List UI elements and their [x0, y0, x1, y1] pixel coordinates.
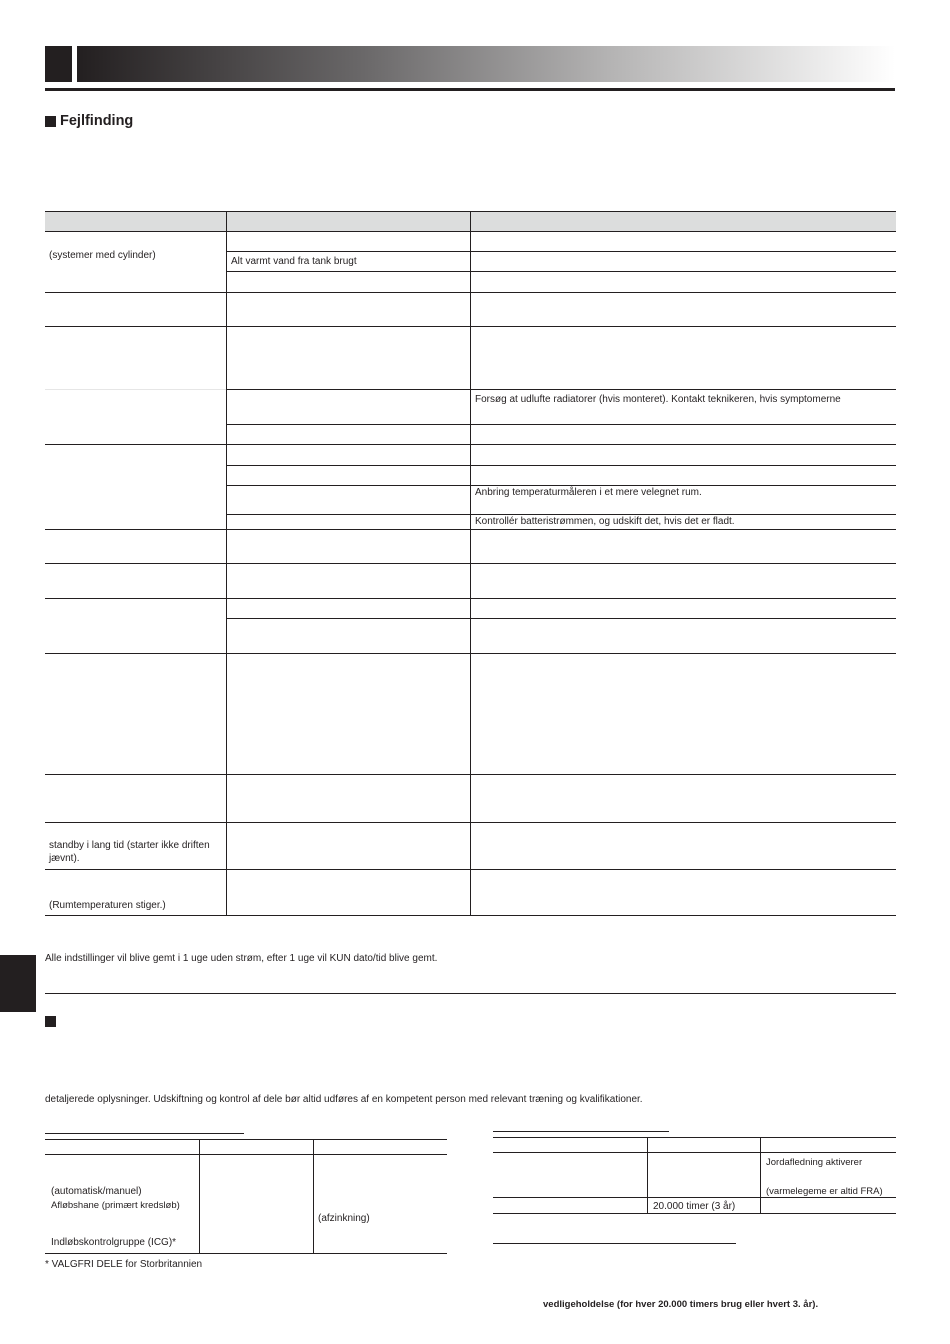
table-caption-line — [493, 1131, 669, 1132]
troubleshooting-title: Fejlfinding — [60, 113, 134, 129]
troubleshooting-table — [45, 211, 896, 916]
table-top-line — [493, 1137, 896, 1138]
cell-room-temp-rises: (Rumtemperaturen stiger.) — [49, 900, 166, 911]
row-line — [45, 529, 896, 530]
subrow-line — [226, 271, 896, 272]
row-line — [45, 774, 896, 775]
cell-hot-water-used: Alt varmt vand fra tank brugt — [231, 256, 357, 267]
col-divider — [199, 1139, 200, 1253]
row-line — [45, 915, 896, 916]
row-line — [45, 598, 896, 599]
section-square-icon — [45, 116, 56, 127]
col-divider — [760, 1137, 761, 1213]
cell-heater-off: (varmelegeme er altid FRA) — [766, 1186, 883, 1197]
row-line — [226, 389, 896, 390]
cell-drain-cock: Afløbshane (primært kredsløb) — [51, 1200, 180, 1211]
row-line — [45, 822, 896, 823]
row-line — [45, 444, 896, 445]
header-rule — [45, 88, 895, 91]
table-head-line — [493, 1152, 896, 1153]
col-divider — [647, 1137, 648, 1213]
cell-interval: 20.000 timer (3 år) — [653, 1201, 736, 1212]
header-block — [45, 46, 72, 82]
row-line — [45, 326, 896, 327]
cell-move-thermometer: Anbring temperaturmåleren i et mere velegnet rum. — [475, 487, 702, 498]
cell-earth-leakage: Jordafledning aktiverer — [766, 1157, 863, 1168]
cell-check-battery: Kontrollér batteristrømmen, og udskift det, hvis det er fladt. — [475, 516, 735, 527]
subrow-line — [226, 465, 896, 466]
section-divider — [45, 993, 896, 994]
table-bottom-line — [45, 1253, 447, 1254]
cell-bleed-radiators: Forsøg at udlufte radiatorer (hvis monteret). Kontakt teknikeren, hvis symptomerne — [475, 394, 841, 405]
optional-parts-footnote: * VALGFRI DELE for Storbritannien — [45, 1259, 203, 1270]
side-tab — [0, 955, 36, 1012]
cell-automatic-manual: (automatisk/manuel) — [51, 1186, 142, 1197]
table-bottom-line — [493, 1213, 896, 1214]
table-top-line — [45, 1139, 447, 1140]
subrow-line — [226, 424, 896, 425]
subrow-line — [226, 618, 896, 619]
row-line — [45, 292, 896, 293]
maintenance-note: detaljerede oplysninger. Udskiftning og kontrol af dele bør altid udføres af en kompetent person med relevant træning og kvalifikationer. — [45, 1094, 643, 1105]
maintenance-interval-note: vedligeholdelse (for hver 20.000 timers brug eller hvert 3. år). — [543, 1299, 819, 1310]
table-caption-line — [45, 1133, 244, 1134]
row-line — [45, 653, 896, 654]
row-line — [45, 563, 896, 564]
section-square-icon — [45, 1016, 56, 1027]
cell-standby-long: standby i lang tid (starter ikke driften jævnt). — [49, 840, 210, 864]
header-gradient-bar — [77, 46, 895, 82]
table-after-line — [493, 1243, 736, 1244]
cell-cylinder-systems: (systemer med cylinder) — [49, 250, 156, 261]
row-line — [45, 869, 896, 870]
subrow-line — [226, 251, 896, 252]
cell-defrost: (afzinkning) — [318, 1213, 370, 1224]
col-divider — [313, 1139, 314, 1253]
cell-icg: Indløbskontrolgruppe (ICG)* — [51, 1237, 177, 1248]
table-head-line — [45, 1154, 447, 1155]
power-note: Alle indstillinger vil blive gemt i 1 uge uden strøm, efter 1 uge vil KUN dato/tid blive gemt. — [45, 953, 438, 964]
